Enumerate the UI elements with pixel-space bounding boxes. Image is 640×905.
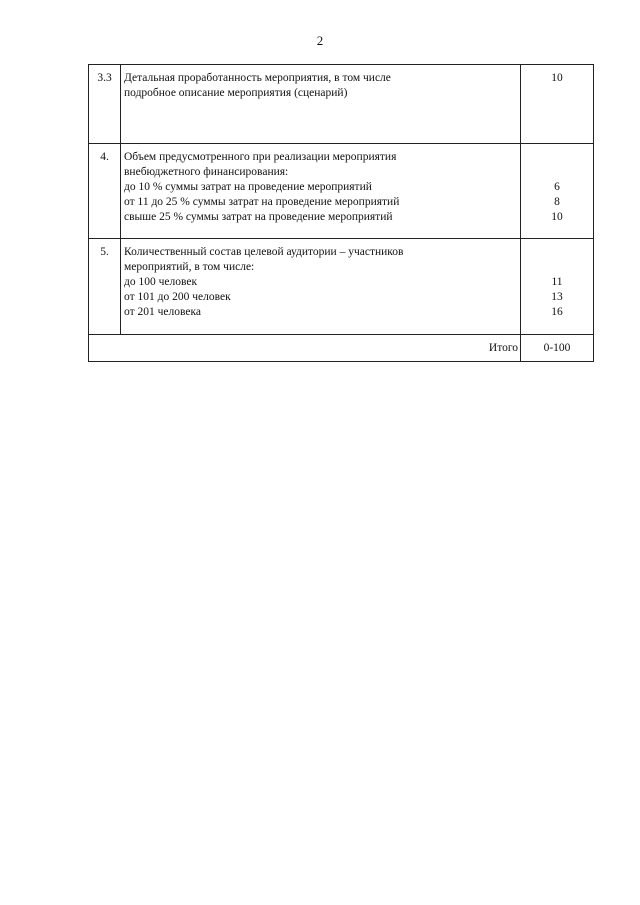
row-number: 3.3 [89, 65, 121, 144]
score-value: 11 [551, 276, 563, 288]
score-value [521, 245, 593, 260]
criterion-text [121, 144, 521, 239]
total-value: 0-100 [521, 335, 594, 362]
score-value [521, 150, 593, 165]
score-cell [521, 65, 594, 144]
score-value: 13 [551, 291, 563, 303]
table-row [89, 239, 594, 335]
score-value: 8 [554, 196, 560, 208]
row-number: 5. [89, 239, 121, 335]
criterion-line: подробное описание мероприятия (сценарий) [124, 87, 348, 99]
score-value: 10 [551, 211, 563, 223]
criterion-option: свыше 25 % суммы затрат на проведение мероприятий [124, 211, 393, 223]
score-cell [521, 144, 594, 239]
criterion-option: от 201 человека [124, 306, 201, 318]
criterion-text [121, 239, 521, 335]
criterion-option: до 100 человек [124, 276, 198, 288]
criterion-option: от 11 до 25 % суммы затрат на проведение мероприятий [124, 196, 400, 208]
criterion-line: внебюджетного финансирования: [124, 166, 289, 178]
total-label: Итого [89, 335, 521, 362]
criterion-option: от 101 до 200 человек [124, 291, 231, 303]
criterion-line: Объем предусмотренного при реализации мероприятия [124, 151, 397, 163]
score-value: 6 [554, 181, 560, 193]
criterion-line: мероприятий, в том числе: [124, 261, 255, 273]
score-value: 10 [551, 72, 563, 84]
table-row [89, 65, 594, 144]
row-number: 4. [89, 144, 121, 239]
table-row [89, 144, 594, 239]
criteria-table [88, 64, 594, 362]
criterion-line: Детальная проработанность мероприятия, в том числе [124, 72, 391, 84]
criterion-text [121, 65, 521, 144]
score-value [521, 165, 593, 180]
page-number: 2 [316, 33, 324, 48]
score-value [521, 260, 593, 275]
score-cell [521, 239, 594, 335]
total-row [89, 335, 594, 362]
criterion-line: Количественный состав целевой аудитории – участников [124, 246, 404, 258]
score-value: 16 [551, 306, 563, 318]
criterion-option: до 10 % суммы затрат на проведение мероприятий [124, 181, 372, 193]
